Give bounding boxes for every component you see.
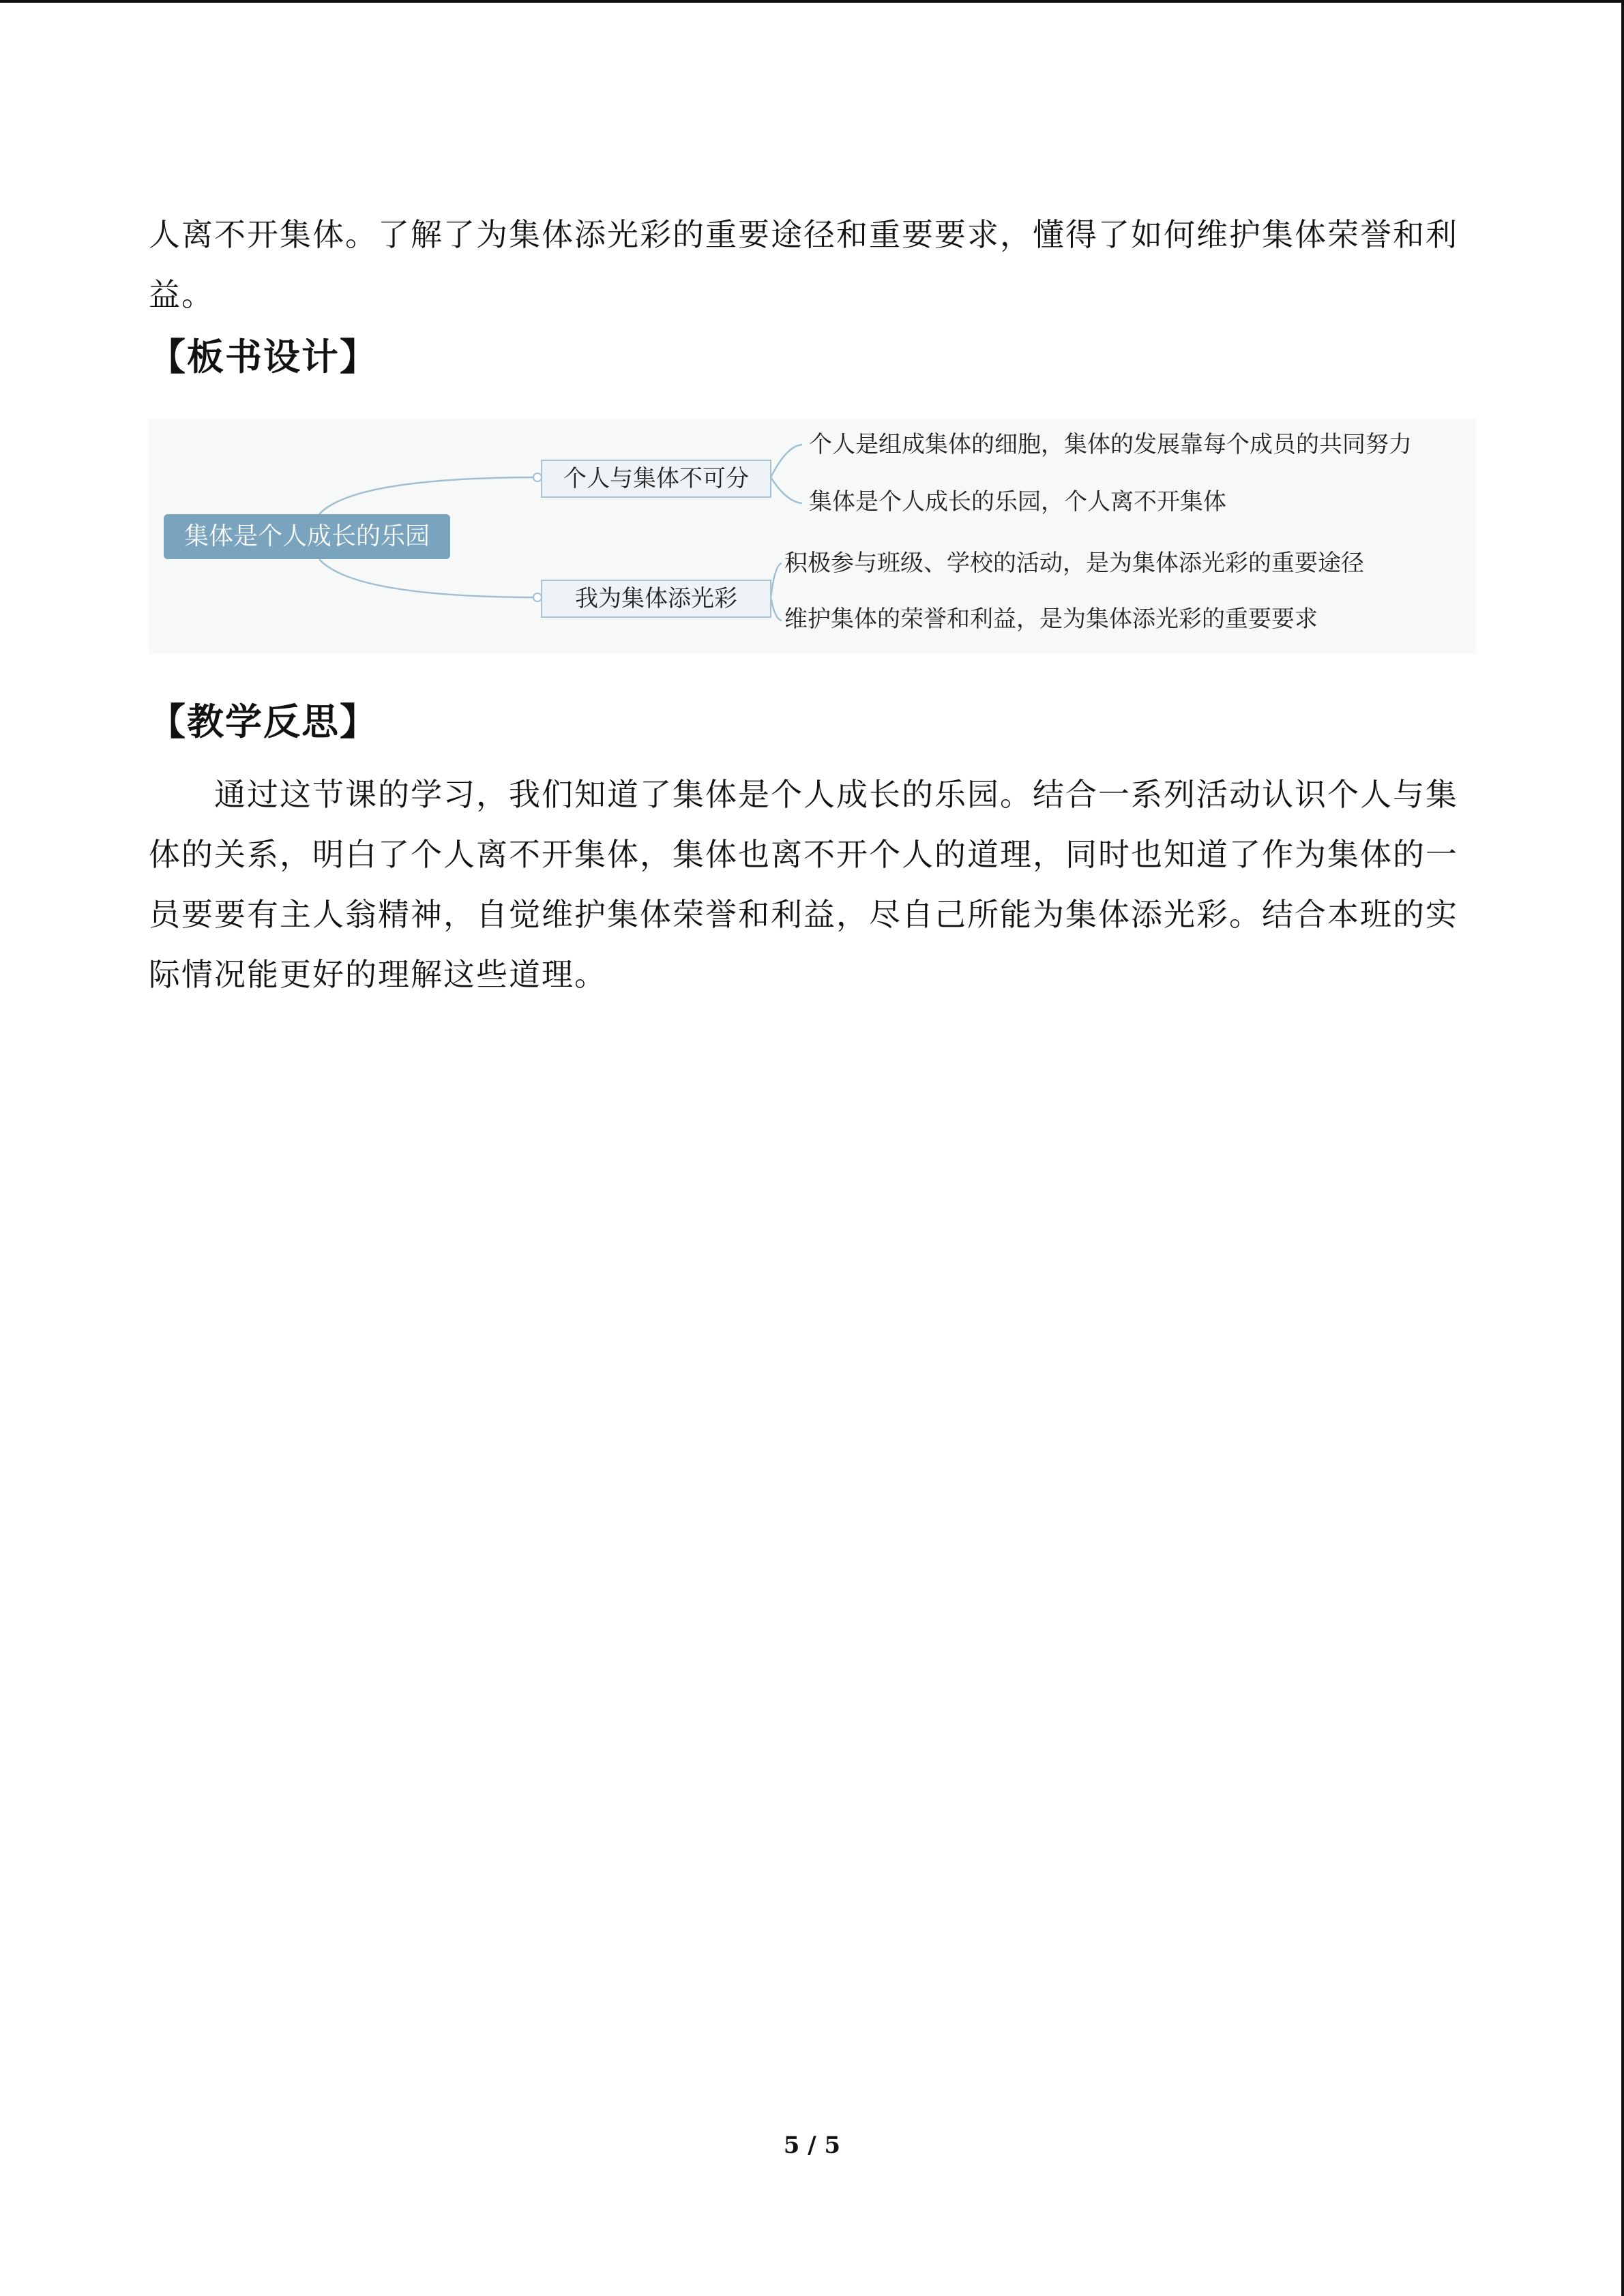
mindmap-leaf-node: 积极参与班级、学校的活动，是为集体添光彩的重要途径: [784, 550, 1364, 577]
connector-root-branch2: [319, 559, 541, 597]
page-number: 5 / 5: [783, 2132, 841, 2159]
mindmap-branch-node: 个人与集体不可分: [541, 460, 771, 498]
connector-branch2-leaf1: [771, 563, 782, 597]
page-right-border: [1621, 0, 1624, 2296]
mindmap-root-node: 集体是个人成长的乐园: [164, 514, 450, 559]
reflection-paragraph: 通过这节课的学习，我们知道了集体是个人成长的乐园。结合一系列活动认识个人与集体的关系，明白了个人离不开集体，集体也离不开个人的道理，同时也知道了作为集体的一员要要有主人翁精神，自觉维护集体荣誉和利益，尽自己所能为集体添光彩。结合本班的实际情况能更好的理解这些道理。: [149, 776, 1458, 993]
connector-branch1-leaf2: [771, 477, 802, 503]
mindmap-branch-node: 我为集体添光彩: [541, 580, 771, 618]
page-top-border: [0, 0, 1624, 3]
document-page: [149, 205, 1460, 1004]
connector-branch2-leaf2: [771, 597, 782, 621]
mindmap-leaf-node: 个人是组成集体的细胞，集体的发展靠每个成员的共同努力: [809, 431, 1412, 458]
connector-root-branch1: [319, 477, 541, 514]
connector-branch1-leaf1: [771, 445, 802, 477]
mindmap-diagram: [149, 419, 1476, 654]
intro-paragraph: 人离不开集体。了解了为集体添光彩的重要途径和重要要求，懂得了如何维护集体荣誉和利益。: [149, 216, 1458, 313]
teaching-reflection-heading: 【教学反思】: [149, 700, 378, 743]
mindmap-leaf-node: 集体是个人成长的乐园，个人离不开集体: [809, 488, 1226, 516]
board-design-heading: 【板书设计】: [149, 335, 378, 378]
mindmap-leaf-node: 维护集体的荣誉和利益，是为集体添光彩的重要要求: [784, 606, 1318, 633]
